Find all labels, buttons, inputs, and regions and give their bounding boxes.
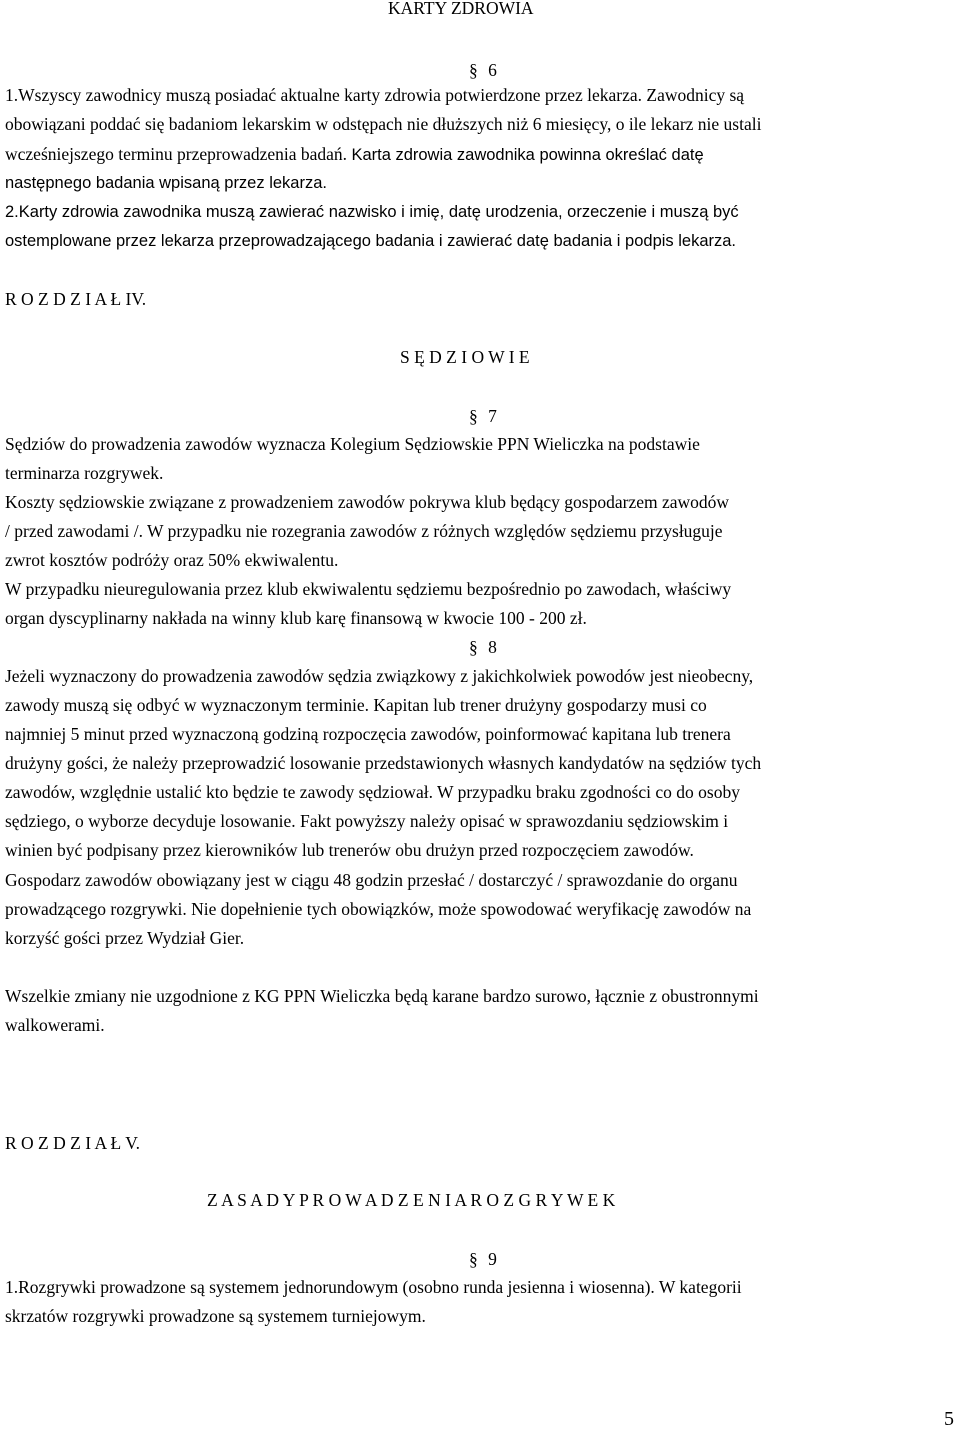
game-rules-title: Z A S A D Y P R O W A D Z E N I A R O Z G R Y W E K: [207, 1190, 616, 1210]
paragraph-line: sędziego, o wyborze decyduje losowanie. Fakt powyższy należy opisać w sprawozdaniu sędziowskim i: [5, 811, 729, 831]
paragraph-line: obowiązani poddać się badaniom lekarskim w odstępach nie dłuższych niż 6 miesięcy, o ile lekarz nie ustali: [5, 114, 762, 134]
paragraph-line: organ dyscyplinarny nakłada na winny klub karę finansową w kwocie 100 - 200 zł.: [5, 608, 587, 628]
paragraph-line: winien być podpisany przez kierowników lub trenerów obu drużyn przed rozpoczęciem zawodów.: [5, 840, 694, 860]
section-6-heading: § 6: [469, 56, 497, 85]
section-sign-icon: §: [469, 60, 478, 80]
paragraph-line: prowadzącego rozgrywki. Nie dopełnienie tych obowiązków, może spowodować weryfikację zawodów na: [5, 899, 752, 919]
paragraph-line: Sędziów do prowadzenia zawodów wyznacza Kolegium Sędziowskie PPN Wieliczka na podstawie: [5, 434, 700, 454]
chapter-iv-heading: R O Z D Z I A Ł IV.: [5, 289, 147, 309]
paragraph-line: 1.Wszyscy zawodnicy muszą posiadać aktualne karty zdrowia potwierdzone przez lekarza. Zawodnicy są: [5, 85, 745, 105]
paragraph-line: Wszelkie zmiany nie uzgodnione z KG PPN Wieliczka będą karane bardzo surowo, łącznie z obustronnymi: [5, 986, 759, 1006]
paragraph-line: terminarza rozgrywek.: [5, 463, 164, 483]
section-sign-icon: §: [469, 1249, 478, 1269]
health-cards-heading: KARTY ZDROWIA: [388, 0, 534, 18]
paragraph-line: Jeżeli wyznaczony do prowadzenia zawodów sędzia związkowy z jakichkolwiek powodów jest nieobecny,: [5, 666, 754, 686]
paragraph-line: zawodów, względnie ustalić kto będzie te zawody sędziował. W przypadku braku zgodności co do osoby: [5, 782, 740, 802]
paragraph-line: drużyny gości, że należy przeprowadzić losowanie przedstawionych własnych kandydatów na sędziów tych: [5, 753, 762, 773]
page-number: 5: [944, 1408, 954, 1430]
paragraph-line: najmniej 5 minut przed wyznaczoną godziną rozpoczęcia zawodów, poinformować kapitana lub trenera: [5, 724, 731, 744]
paragraph-line: wcześniejszego terminu przeprowadzenia badań. Karta zdrowia zawodnika powinna określać datę: [5, 144, 704, 164]
paragraph-line: walkowerami.: [5, 1015, 105, 1035]
chapter-v-heading: R O Z D Z I A Ł V.: [5, 1133, 140, 1153]
section-9-heading: § 9: [469, 1245, 497, 1274]
paragraph-line: Koszty sędziowskie związane z prowadzeniem zawodów pokrywa klub będący gospodarzem zawodów: [5, 492, 730, 512]
paragraph-line: skrzatów rozgrywki prowadzone są systemem turniejowym.: [5, 1306, 426, 1326]
paragraph-line: ostemplowane przez lekarza przeprowadzającego badania i zawierać datę badania i podpis lekarza.: [5, 232, 737, 250]
section-8-heading: § 8: [469, 633, 497, 662]
paragraph-line: Gospodarz zawodów obowiązany jest w ciągu 48 godzin przesłać / dostarczyć / sprawozdanie do organu: [5, 870, 738, 890]
section-sign-icon: §: [469, 406, 478, 426]
paragraph-line: zwrot kosztów podróży oraz 50% ekwiwalentu.: [5, 550, 339, 570]
paragraph-line: 1.Rozgrywki prowadzone są systemem jednorundowym (osobno runda jesienna i wiosenna). W kategorii: [5, 1277, 742, 1297]
referees-title: S Ę D Z I O W I E: [400, 347, 530, 367]
paragraph-line: W przypadku nieuregulowania przez klub ekwiwalentu sędziemu bezpośrednio po zawodach, właściwy: [5, 579, 732, 599]
paragraph-line: / przed zawodami /. W przypadku nie rozegrania zawodów z różnych względów sędziemu przysługuje: [5, 521, 723, 541]
section-sign-icon: §: [469, 637, 478, 657]
paragraph-line: 2.Karty zdrowia zawodnika muszą zawierać nazwisko i imię, datę urodzenia, orzeczenie i muszą być: [5, 203, 739, 221]
paragraph-line: korzyść gości przez Wydział Gier.: [5, 928, 245, 948]
paragraph-line: następnego badania wpisaną przez lekarza.: [5, 174, 327, 192]
paragraph-line: zawody muszą się odbyć w wyznaczonym terminie. Kapitan lub trener drużyny gospodarzy musi co: [5, 695, 707, 715]
section-7-heading: § 7: [469, 402, 497, 431]
